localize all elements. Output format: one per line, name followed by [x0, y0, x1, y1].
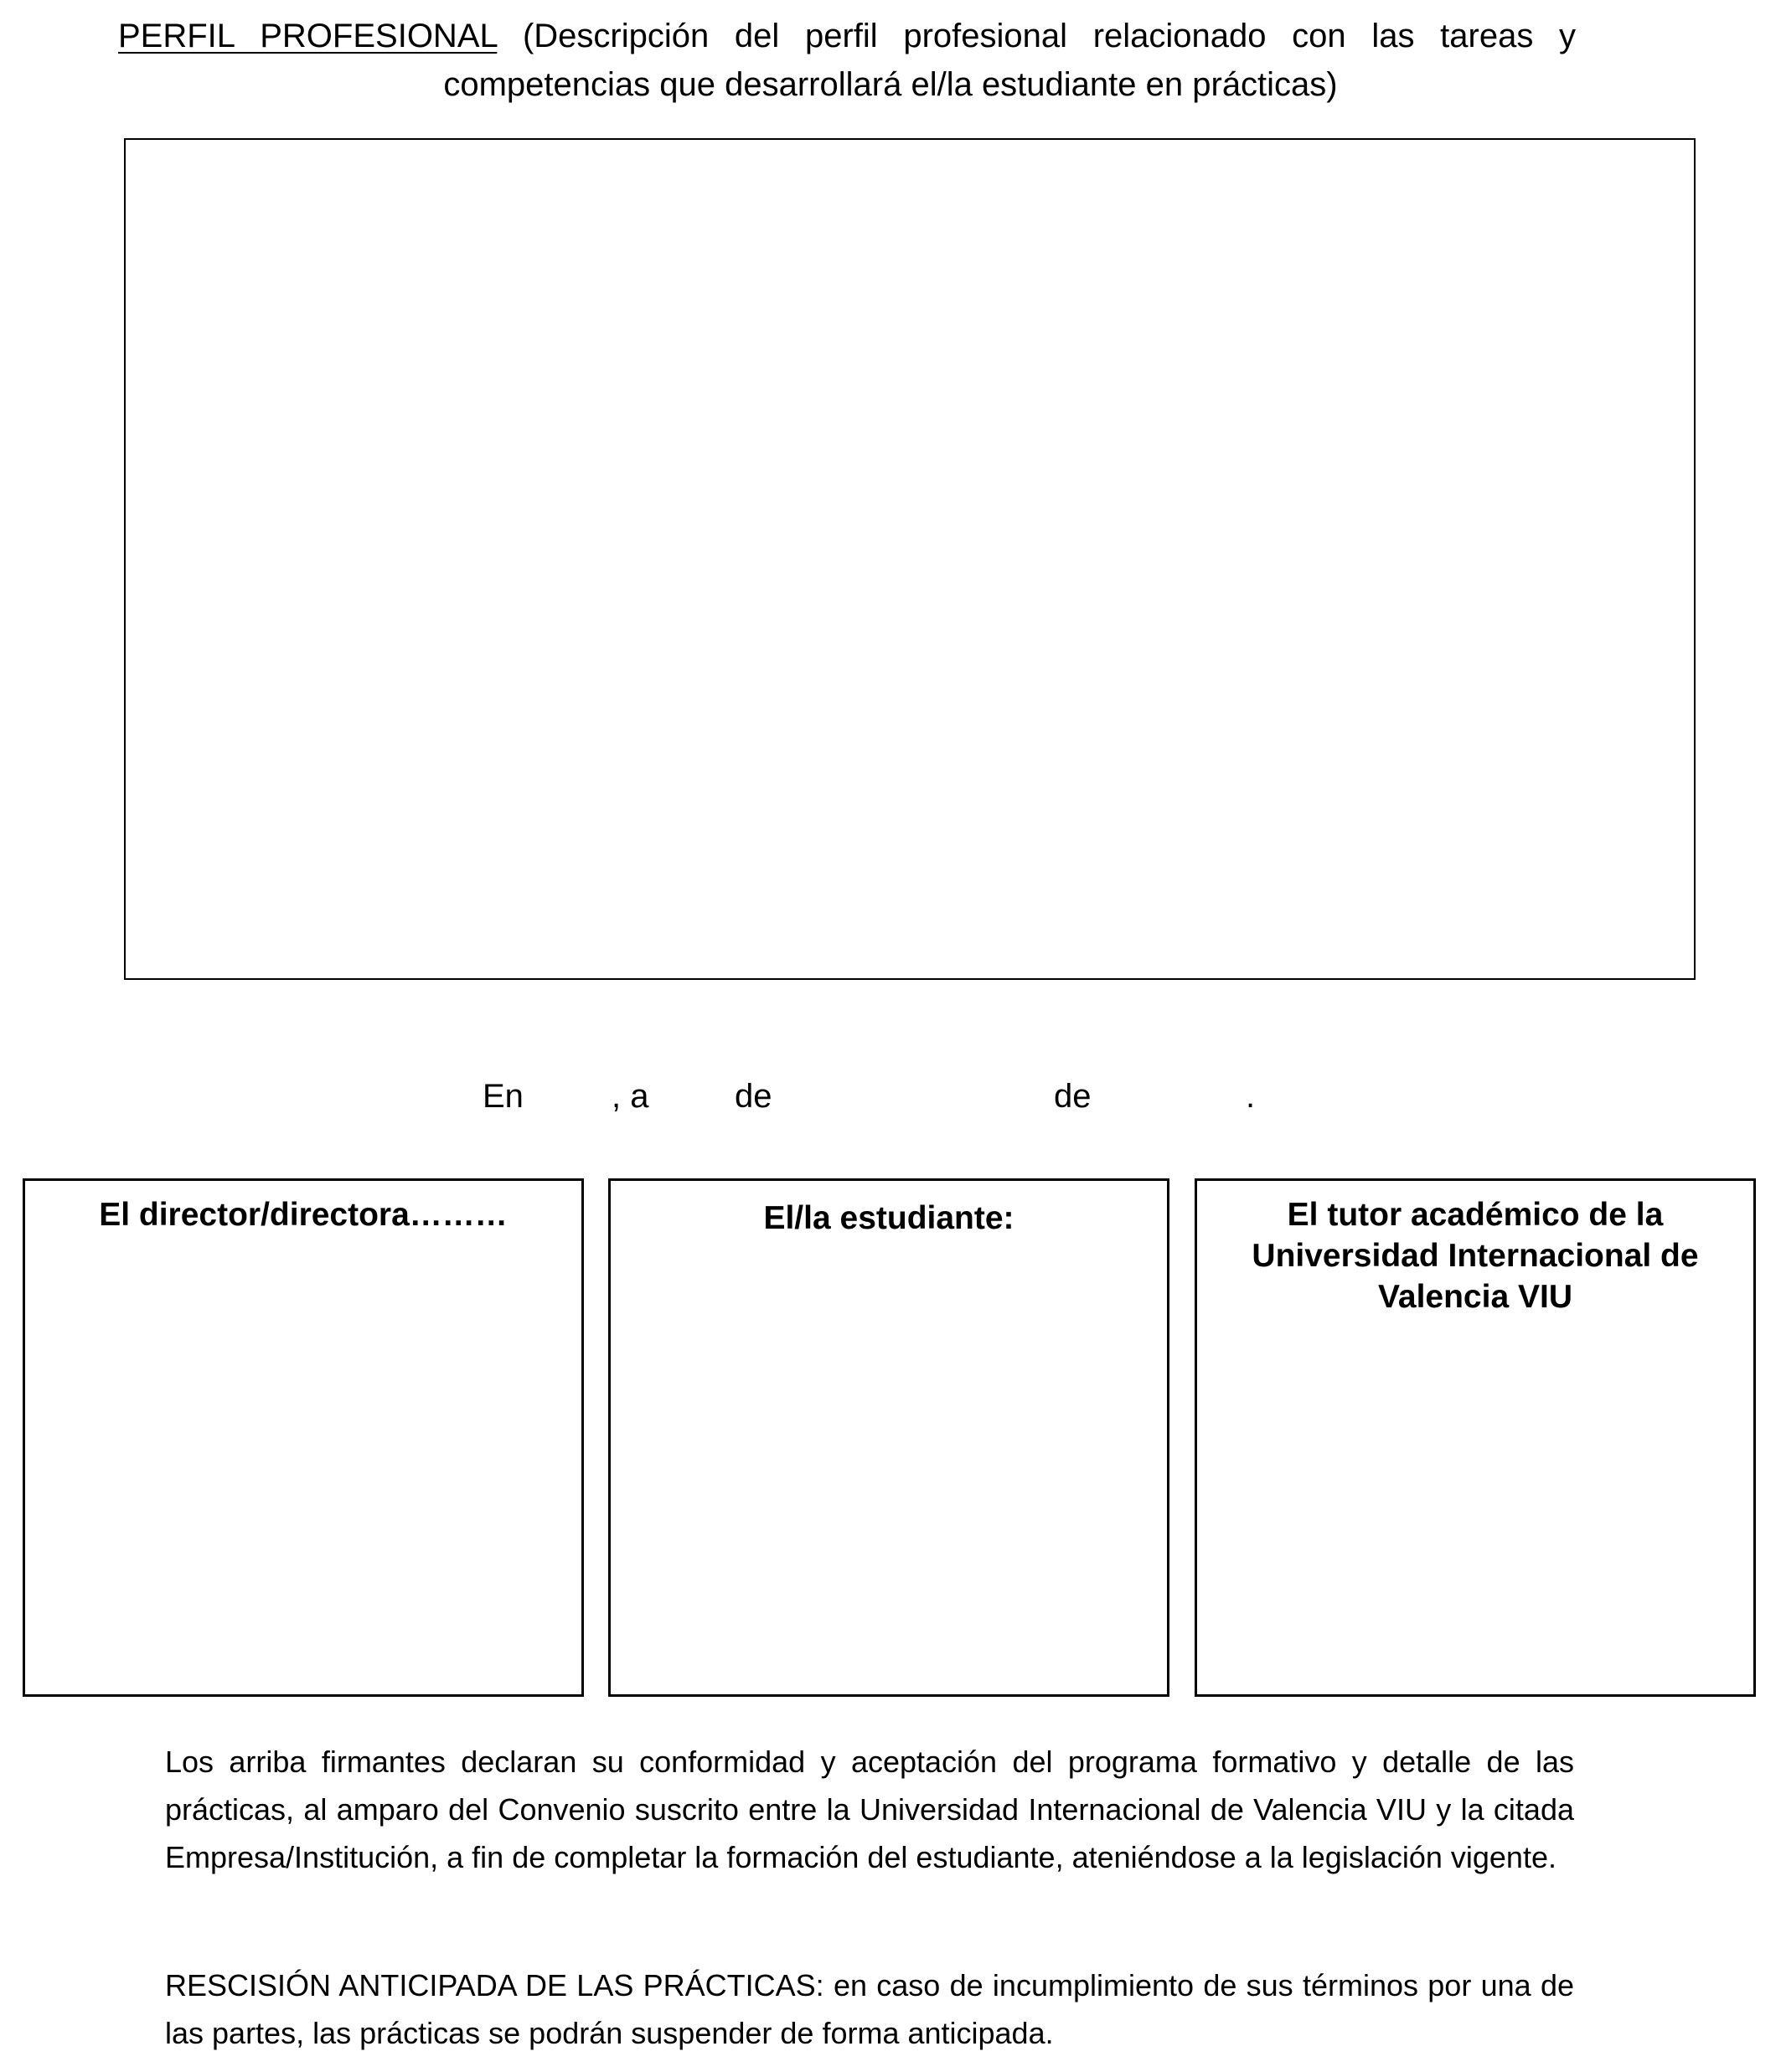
perfil-description-line2: competencias que desarrollará el/la estudiante en prácticas) — [443, 66, 1338, 103]
tutor-signature-title-line2: Universidad Internacional de — [1252, 1238, 1699, 1274]
conformity-paragraph: Los arriba firmantes declaran su conformidad y aceptación del programa formativo y detalle de las prácticas, al amparo del Convenio suscrito entre la Universidad Internacional de Valencia VIU y la citada Empresa/Institución, a fin de completar la formación del estudiante, ateniéndose a la legislación vigente. — [165, 1745, 1574, 1874]
tutor-signature-title-line3: Valencia VIU — [1378, 1279, 1572, 1315]
date-de-label-2: de — [1054, 1078, 1092, 1115]
student-signature-box[interactable] — [608, 1178, 1169, 1697]
perfil-profesional-field[interactable] — [124, 138, 1696, 980]
tutor-signature-box[interactable] — [1195, 1178, 1756, 1697]
date-en-label: En — [483, 1078, 524, 1115]
date-de-label-1: de — [735, 1078, 772, 1115]
director-signature-title: El director/directora……… — [99, 1197, 508, 1233]
perfil-heading-line — [118, 12, 1576, 60]
rescision-paragraph: RESCISIÓN ANTICIPADA DE LAS PRÁCTICAS: en caso de incumplimiento de sus términos por una de las partes, las prácticas se podrán suspender de forma anticipada. — [165, 1968, 1574, 2050]
tutor-signature-title-line1: El tutor académico de la — [1287, 1197, 1664, 1233]
perfil-description-line1: (Descripción del perfil profesional relacionado con las tareas y — [522, 18, 1576, 54]
perfil-profesional-label: PERFIL PROFESIONAL — [118, 18, 498, 54]
date-period: . — [1246, 1078, 1256, 1115]
student-signature-title: El/la estudiante: — [763, 1200, 1014, 1236]
director-signature-box[interactable] — [23, 1178, 584, 1697]
date-a-label: , a — [612, 1078, 649, 1115]
